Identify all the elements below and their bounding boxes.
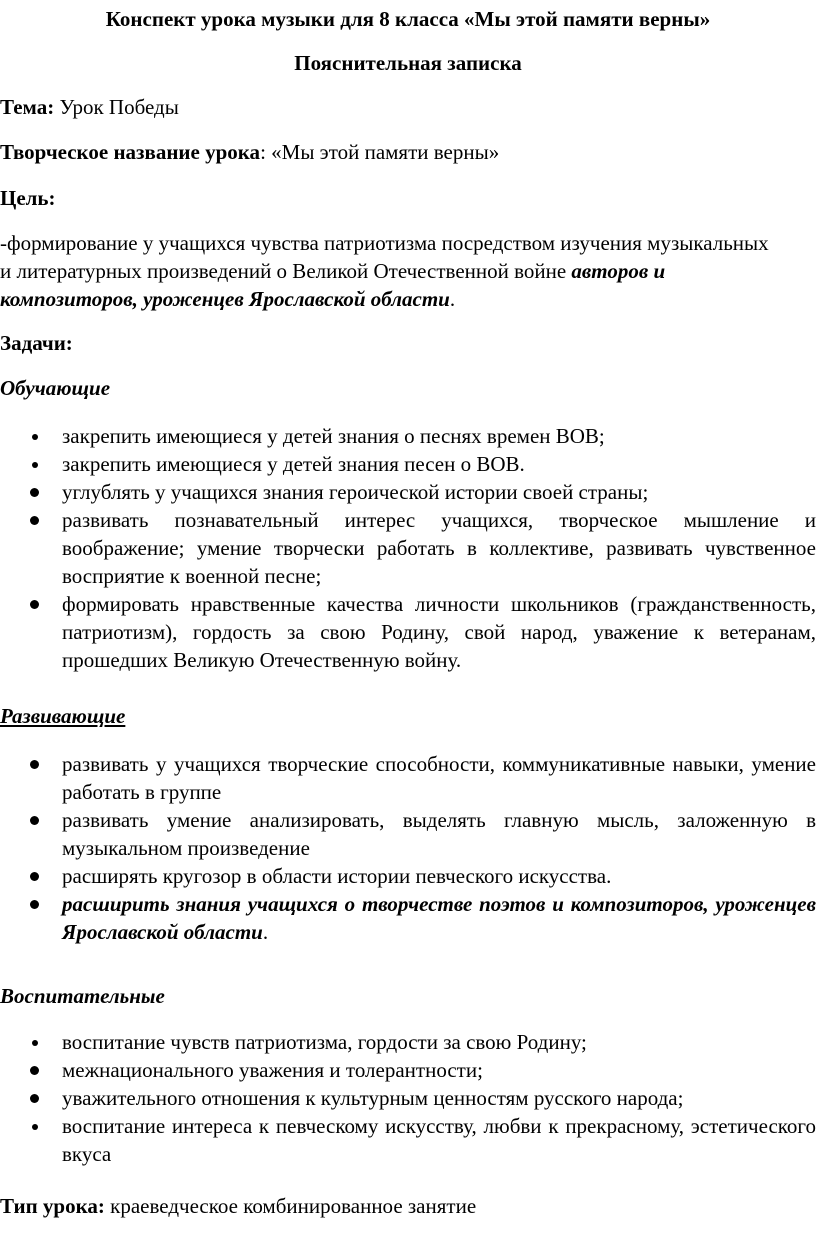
- bullet-icon: [30, 816, 39, 825]
- theme-label: Тема:: [0, 95, 55, 119]
- bullet-icon: [30, 600, 39, 609]
- list-item: закрепить имеющиеся у детей знания песен о ВОВ.: [0, 450, 816, 478]
- bullet-icon: [32, 1040, 38, 1046]
- list-item: расширять кругозор в области истории певческого искусства.: [0, 862, 816, 890]
- bullet-icon: [30, 872, 39, 881]
- theme-line: [0, 93, 816, 121]
- list-item: воспитание чувств патриотизма, гордости за свою Родину;: [0, 1028, 816, 1056]
- list-item: развивать познавательный интерес учащихся, творческое мышление и воображение; умение творчески работать в коллективе, развивать чувственное восприятие к военной песне;: [0, 506, 816, 590]
- goal-label: Цель:: [0, 186, 56, 210]
- goal-emphasis: авторов и композиторов, уроженцев Ярославской области: [0, 259, 666, 311]
- bullet-icon: [30, 1094, 39, 1103]
- theme-value: Урок Победы: [54, 95, 179, 119]
- tasks-label: Задачи:: [0, 331, 73, 355]
- teaching-list: [0, 422, 816, 674]
- bullet-icon: [30, 760, 39, 769]
- creative-name-line: [0, 138, 816, 166]
- list-item: расширить знания учащихся о творчестве поэтов и композиторов, уроженцев Ярославской области.: [0, 890, 816, 946]
- bullet-icon: [30, 1066, 39, 1075]
- bullet-icon: [30, 488, 39, 497]
- list-item: уважительного отношения к культурным ценностям русского народа;: [0, 1084, 816, 1112]
- teaching-heading: Обучающие: [0, 376, 111, 400]
- bullet-icon: [30, 900, 39, 909]
- list-item: развивать умение анализировать, выделять главную мысль, заложенную в музыкальном произведение: [0, 806, 816, 862]
- developing-list: [0, 750, 816, 946]
- bullet-icon: [32, 434, 38, 440]
- list-item: углублять у учащихся знания героической истории своей страны;: [0, 478, 816, 506]
- lesson-type-line: [0, 1192, 816, 1220]
- list-item: формировать нравственные качества личности школьников (гражданственность, патриотизм), гордость за свою Родину, свой народ, уважение к ветеранам, прошедших Великую Отечественную войну.: [0, 590, 816, 674]
- bullet-icon: [30, 516, 39, 525]
- list-item: межнационального уважения и толерантности;: [0, 1056, 816, 1084]
- developing-heading: Развивающие: [0, 704, 126, 728]
- bullet-icon: [32, 462, 38, 468]
- lesson-type-value: краеведческое комбинированное занятие: [104, 1194, 477, 1218]
- list-item: развивать у учащихся творческие способности, коммуникативные навыки, умение работать в группе: [0, 750, 816, 806]
- bullet-icon: [32, 1124, 38, 1130]
- goal-body: -формирование у учащихся чувства патриотизма посредством изучения музыкальных и литературных произведений о Великой Отечественной войне: [0, 231, 769, 283]
- goal-tail: .: [449, 287, 456, 311]
- educational-heading: Воспитательные: [0, 984, 165, 1008]
- goal-text: [0, 229, 780, 313]
- document-title: Конспект урока музыки для 8 класса «Мы этой памяти верны»: [105, 7, 711, 31]
- educational-list: [0, 1028, 816, 1168]
- list-item: воспитание интереса к певческому искусству, любви к прекрасному, эстетического вкуса: [0, 1112, 816, 1168]
- document-subtitle: Пояснительная записка: [294, 51, 522, 75]
- creative-name-label: Творческое название урока: [0, 140, 261, 164]
- creative-name-value: : «Мы этой памяти верны»: [260, 140, 500, 164]
- lesson-type-label: Тип урока:: [0, 1194, 105, 1218]
- list-item: закрепить имеющиеся у детей знания о песнях времен ВОВ;: [0, 422, 816, 450]
